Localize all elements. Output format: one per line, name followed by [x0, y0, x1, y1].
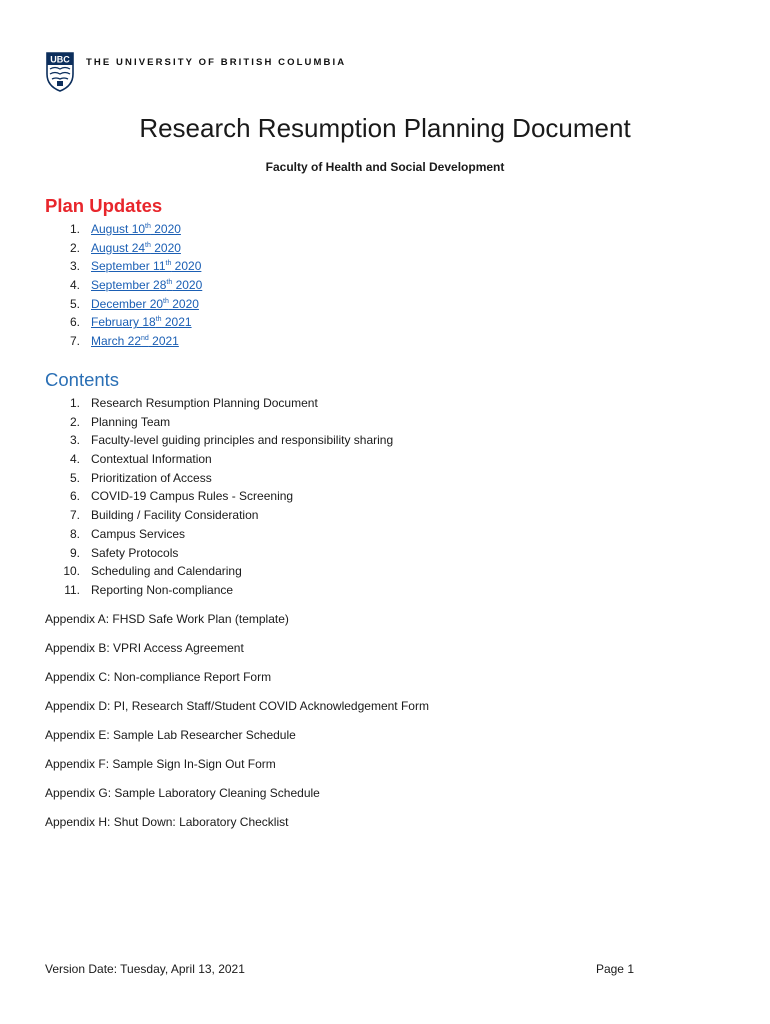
list-number: 3. [69, 259, 80, 274]
ubc-logo-text: UBC [50, 54, 70, 65]
contents-item-text: COVID-19 Campus Rules - Screening [91, 489, 294, 504]
plan-updates-heading: Plan Updates [45, 195, 163, 216]
contents-item-text: Research Resumption Planning Document [91, 396, 318, 410]
list-number: 8. [69, 526, 80, 541]
list-number: 6. [69, 315, 80, 330]
contents-item-text: Reporting Non-compliance [91, 582, 234, 597]
plan-update-link[interactable]: August 10th 2020 [91, 222, 181, 236]
contents-heading: Contents [45, 369, 120, 390]
footer-version-date: Version Date: Tuesday, April 13, 2021 [45, 962, 245, 976]
list-number: 4. [69, 452, 80, 467]
list-number: 2. [69, 240, 80, 255]
contents-item-text: Faculty-level guiding principles and responsibility sharing [91, 433, 394, 448]
appendix-e: Appendix E: Sample Lab Researcher Schedule [45, 728, 296, 742]
plan-update-link[interactable]: September 11th 2020 [91, 259, 202, 274]
plan-update-link[interactable]: March 22nd 2021 [91, 334, 179, 349]
list-number: 9. [69, 545, 80, 560]
list-number: 2. [69, 414, 80, 429]
contents-item-text: Contextual Information [91, 452, 212, 467]
contents-item-text: Planning Team [91, 414, 171, 429]
contents-item-text: Prioritization of Access [91, 470, 212, 485]
appendix-c: Appendix C: Non-compliance Report Form [45, 670, 272, 684]
list-number: 4. [69, 278, 80, 293]
list-number: 7. [69, 334, 80, 349]
plan-update-link[interactable]: September 28th 2020 [91, 278, 203, 293]
footer-page-number: Page 1 [595, 962, 634, 976]
list-number: 11. [64, 582, 80, 597]
appendix-d: Appendix D: PI, Research Staff/Student COVID Acknowledgement Form [45, 699, 429, 713]
appendix-h: Appendix H: Shut Down: Laboratory Checklist [45, 815, 289, 829]
contents-item-text: Campus Services [91, 526, 186, 541]
ubc-crest-logo [46, 52, 74, 92]
list-number: 7. [69, 508, 80, 523]
list-number: 1. [69, 396, 80, 410]
contents-item-text: Building / Facility Consideration [91, 508, 259, 523]
list-number: 5. [69, 296, 80, 311]
appendix-a: Appendix A: FHSD Safe Work Plan (template) [45, 612, 289, 626]
plan-update-link[interactable]: December 20th 2020 [91, 296, 199, 311]
document-subtitle: Faculty of Health and Social Development [265, 160, 505, 174]
university-name: THE UNIVERSITY OF BRITISH COLUMBIA [86, 57, 347, 68]
appendix-b: Appendix B: VPRI Access Agreement [45, 641, 244, 655]
list-number: 1. [69, 222, 80, 236]
list-number: 5. [69, 470, 80, 485]
list-number: 10. [63, 564, 80, 579]
document-title: Research Resumption Planning Document [139, 113, 631, 143]
contents-item-text: Safety Protocols [91, 545, 179, 560]
plan-update-link[interactable]: February 18th 2021 [91, 315, 192, 330]
list-number: 6. [69, 489, 80, 504]
plan-update-link[interactable]: August 24th 2020 [91, 240, 181, 255]
appendix-g: Appendix G: Sample Laboratory Cleaning Schedule [45, 786, 320, 800]
contents-item-text: Scheduling and Calendaring [91, 564, 242, 579]
list-number: 3. [69, 433, 80, 448]
appendix-f: Appendix F: Sample Sign In-Sign Out Form [45, 757, 276, 771]
